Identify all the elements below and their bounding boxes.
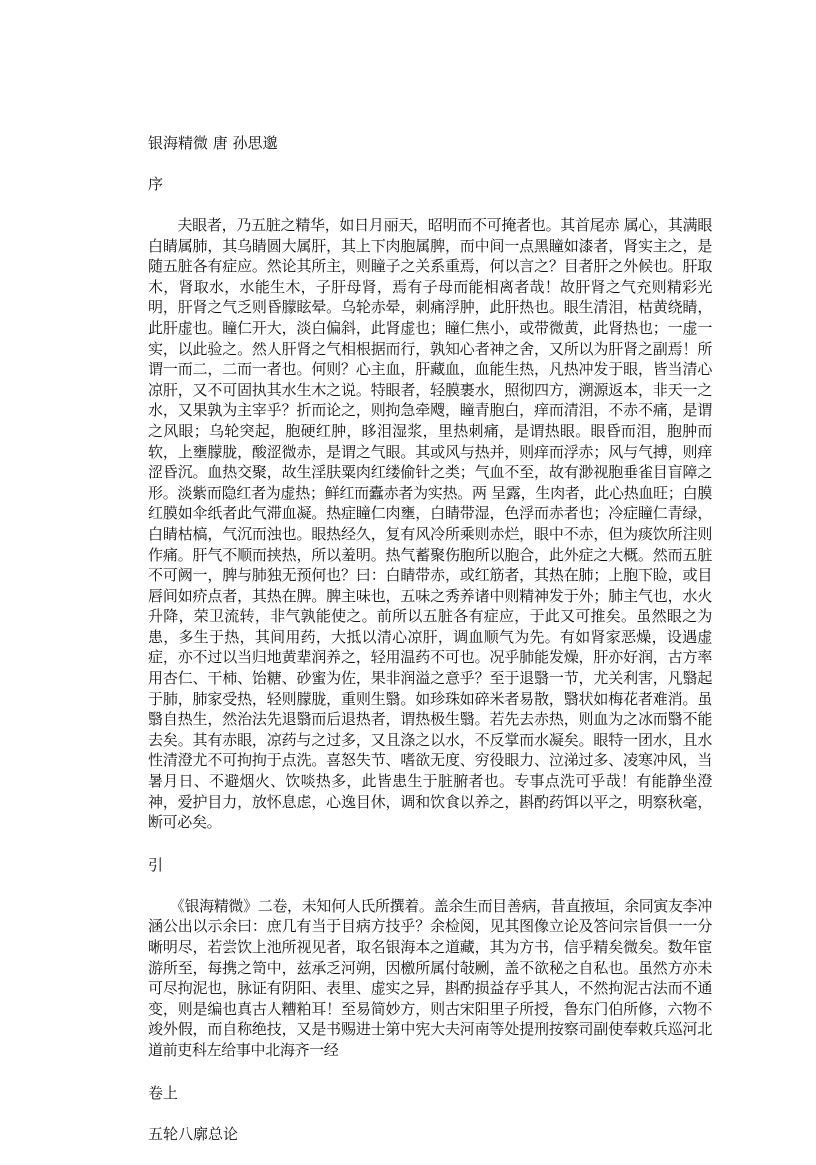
document-page bbox=[148, 133, 712, 1165]
section-heading-preface: 序 bbox=[148, 175, 164, 193]
section-heading-five-wheels: 五轮八廓总论 bbox=[148, 1124, 239, 1143]
introduction-text: 《银海精微》二卷，未知何人氏所撰着。盖余生而目善病，昔直掖垣，余同寅友李冲涵公出以示余曰：庶几有当于目病方技乎？余检阅，见其图像立论及答问宗旨俱一一分晰明尽，若尝饮上池所视见者，取名银海本之道藏，其为方书，信乎精矣微矣。数年宦游所至，每携之笥中，兹承乏河朔，因檄所属付敧劂，盖不欲秘之自私也。虽然方亦未可尽拘泥也，脉证有阴阳、表里、虚实之异，斟酌损益存乎其人，不然拘泥古法而不通变，则是编也真古人糟粕耳！至易简妙方，则古宋阳里子所授，鲁东门伯所修，六物不竣外假，而自称绝技，又是书赐进士第中宪大夫河南等处提刑按察司副使奉敕兵巡河北道前吏科左给事中北海齐一经 bbox=[148, 896, 712, 1059]
preface-paragraph bbox=[148, 215, 712, 833]
preface-text: 夫眼者，乃五脏之精华，如日月丽天，昭明而不可掩者也。其首尾赤 属心，其满眼白睛属肺，其乌睛圆大属肝，其上下肉胞属脾，而中间一点黑瞳如漆者，肾实主之，是随五脏各有症应。然论其所主，则瞳子之关系重焉，何以言之？目者肝之外候也。肝取木，肾取水，水能生木，子肝母肾，焉有子母而能相离者哉！故肝肾之气充则精彩光明，肝肾之气乏则昏朦眩晕。乌轮赤晕，刺痛浮肿，此肝热也。眼生清泪，枯黄绕睛，此肝虚也。瞳仁开大，淡白偏斜，此肾虚也；瞳仁焦小，或带微黄，此肾热也；一虚一实，以此验之。然人肝肾之气相根据而行，孰知心者神之舍，又所以为肝肾之副焉！所谓一而二，二而一者也。何则？心主血，肝藏血，血能生热，凡热冲发于眼，皆当清心凉肝，又不可固执其水生木之说。特眼者，轻膜裹水，照彻四方，溯源返本，非天一之水，又果孰为主宰乎？折而论之，则拘急牵飕，瞳青胞白，痒而清泪，不赤不痛，是谓之风眼；乌轮突起，胞硬红肿，眵泪湿浆，里热刺痛，是谓热眼。眼昏而泪，胞肿而软，上壅朦胧，酸涩微赤，是谓之气眼。其或风与热并，则痒而浮赤；风与气搏，则痒涩昏沉。血热交聚，故生淫肤粟肉红缕偷针之类；气血不至，故有渺视胞垂雀目盲障之形。淡紫而隐红者为虚热；鲜红而蠹赤者为实热。两 呈露，生肉者，此心热血旺；白膜红膜如伞纸者此气滞血凝。热症瞳仁肉壅，白睛带湿，色浮而赤者也；冷症瞳仁青绿，白睛枯槁，气沉而浊也。眼热经久，复有风冷所乘则赤烂，眼中不赤，但为痰饮所注则作痛。肝气不顺而挟热，所以羞明。热气蓄聚伤胞所以胞合，此外症之大概。然而五脏不可阙一，脾与肺独无预何也？曰：白睛带赤，或红筋者，其热在肺；上胞下睑，或目唇间如疥点者，其热在脾。脾主味也，五味之秀养诸中则精神发于外；肺主气也，水火升降，荣卫流转，非气孰能使之。前所以五脏各有症应，于此又可推矣。虽然眼之为患，多生于热，其间用药，大抵以清心凉肝，调血顺气为先。有如肾家恶燥，设遇虚症，亦不过以当归地黄辈润养之，轻用温药不可也。况乎肺能发燥，肝亦好润，古方率用杏仁、干柿、饴糖、砂蜜为佐，果非润溢之意乎？至于退翳一节，尤关利害，凡翳起于肺，肺家受热，轻则朦胧，重则生翳。如珍珠如碎米者易散，翳状如梅花者难消。虽翳自热生，然治法先退翳而后退热者，谓热极生翳。若先去赤热，则血为之冰而翳不能去矣。其有赤眼，凉药与之过多，又且涤之以水，不反掌而水凝矣。眼特一团水，且水性清澄尤不可拘拘于点洗。喜怒失节、嗜欲无度、穷役眼力、泣涕过多、凌寒冲风，当暑月日、不避烟火、饮啖热多，此皆患生于脏腑者也。专事点洗可乎哉！有能静坐澄神，爱护目力，放怀息虑，心逸目休，调和饮食以养之，斟酌药饵以平之，明察秋毫，断可必矣。 bbox=[148, 216, 712, 832]
introduction-paragraph bbox=[148, 896, 712, 1061]
section-heading-introduction: 引 bbox=[148, 855, 164, 874]
section-heading-volume-one: 卷上 bbox=[148, 1083, 179, 1102]
document-title: 银海精微 唐 孙思邈 bbox=[148, 134, 278, 152]
